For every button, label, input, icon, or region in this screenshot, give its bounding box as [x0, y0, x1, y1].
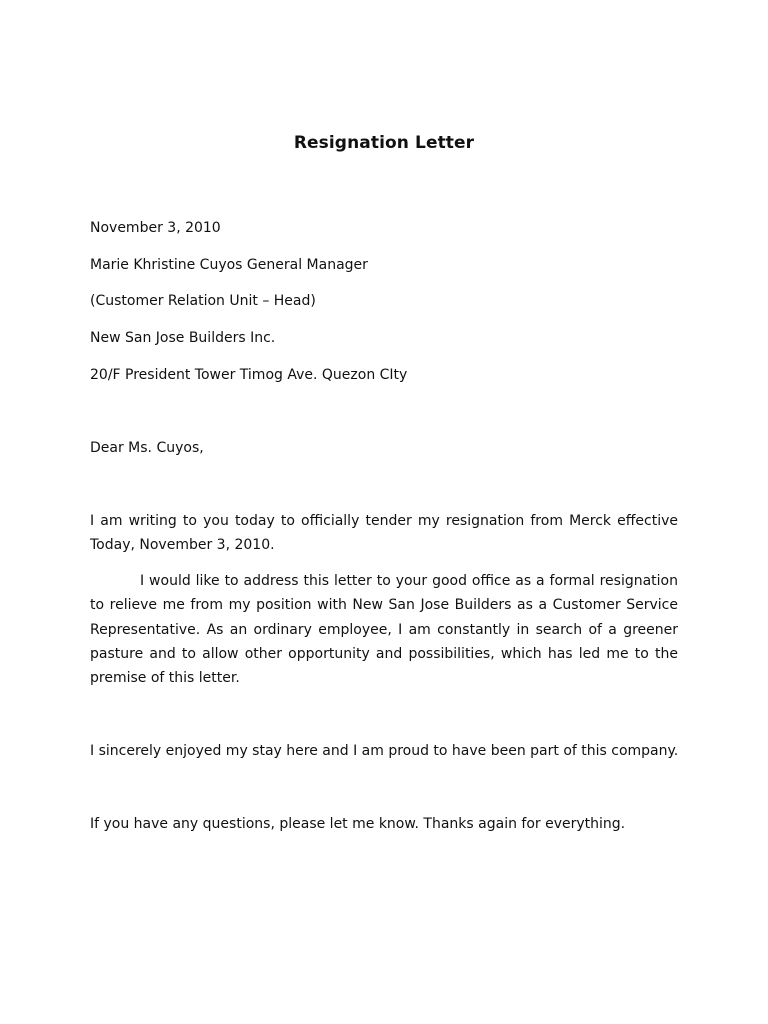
- body-paragraph-4: If you have any questions, please let me know. Thanks again for everything.: [90, 816, 626, 832]
- body-paragraph-3: I sincerely enjoyed my stay here and I am proud to have been part of this company.: [90, 743, 679, 759]
- body-paragraph-1: I am writing to you today to officially tender my resignation from Merck effective Today, November 3, 2010.: [90, 513, 678, 554]
- body-paragraph-2: I would like to address this letter to your good office as a formal resignation to relieve me from my position with New San Jose Builders as a Customer Service Representative. As an ordinary employee, I am constantly in search of a greener pasture and to allow other opportunity and possibilities, which has led me to the premise of this letter.: [90, 573, 678, 687]
- document-title: Resignation Letter: [293, 133, 475, 153]
- salutation: Dear Ms. Cuyos,: [90, 440, 204, 456]
- letter-date: November 3, 2010: [90, 220, 221, 236]
- recipient-address: 20/F President Tower Timog Ave. Quezon CIty: [90, 367, 408, 383]
- recipient-name-title: Marie Khristine Cuyos General Manager: [90, 257, 368, 273]
- recipient-unit: (Customer Relation Unit – Head): [90, 293, 316, 309]
- recipient-company: New San Jose Builders Inc.: [90, 330, 276, 346]
